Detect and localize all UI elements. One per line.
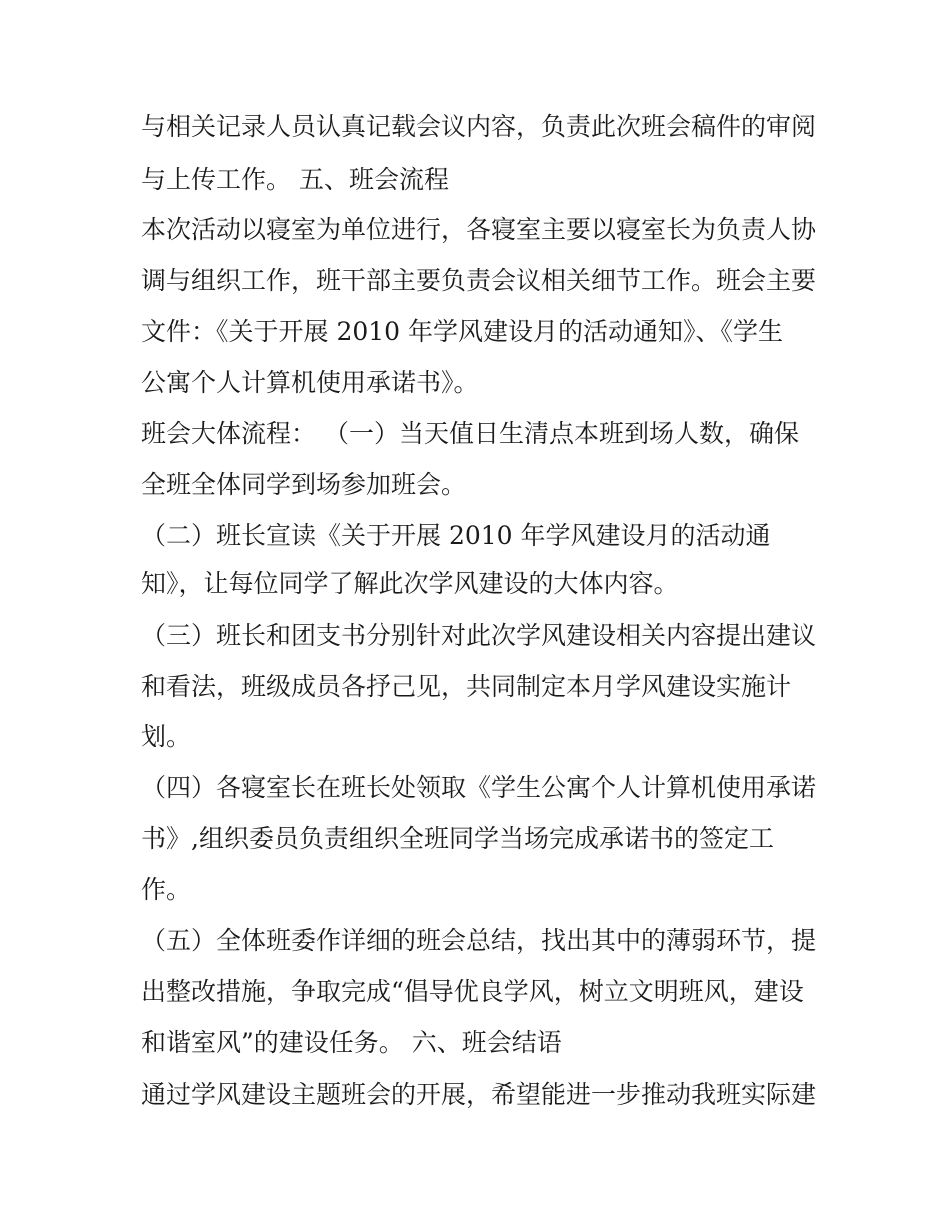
- text-line: 与上传工作。 五、班会流程: [141, 165, 449, 194]
- text-line: 作。: [141, 875, 192, 904]
- text-line: 和看法，班级成员各抒己见，共同制定本月学风建设实施计: [141, 672, 792, 701]
- text-line: 书》,组织委员负责组织全班同学当场完成承诺书的签定工: [141, 824, 774, 853]
- text-line: 调与组织工作，班干部主要负责会议相关细节工作。班会主要: [141, 266, 817, 295]
- text-line: （四）各寝室长在班长处领取《学生公寓个人计算机使用承诺: [141, 773, 817, 802]
- text-line: 班会大体流程： （一）当天值日生清点本班到场人数，确保: [141, 419, 799, 448]
- text-line: 划。: [141, 722, 192, 751]
- text-line: 与相关记录人员认真记载会议内容，负责此次班会稿件的审阅: [141, 112, 817, 141]
- text-line: 全班全体同学到场参加班会。: [141, 470, 467, 499]
- text-line: （五）全体班委作详细的班会总结，找出其中的薄弱环节，提: [141, 926, 817, 955]
- text-line: 本次活动以寝室为单位进行，各寝室主要以寝室长为负责人协: [141, 215, 817, 244]
- text-line: 通过学风建设主题班会的开展，希望能进一步推动我班实际建: [141, 1080, 817, 1109]
- text-line: （二）班长宣读《关于开展 2010 年学风建设月的活动通: [141, 521, 771, 550]
- text-line: 文件：《关于开展 2010 年学风建设月的活动通知》、《学生: [141, 317, 784, 346]
- text-line: 知》，让每位同学了解此次学风建设的大体内容。: [141, 569, 679, 598]
- text-line: 公寓个人计算机使用承诺书》。: [141, 368, 479, 397]
- text-line: 和谐室风”的建设任务。 六、班会结语: [141, 1028, 562, 1057]
- text-line: 出整改措施，争取完成“倡导优良学风，树立文明班风，建设: [141, 977, 804, 1006]
- text-line: （三）班长和团支书分别针对此次学风建设相关内容提出建议: [141, 621, 817, 650]
